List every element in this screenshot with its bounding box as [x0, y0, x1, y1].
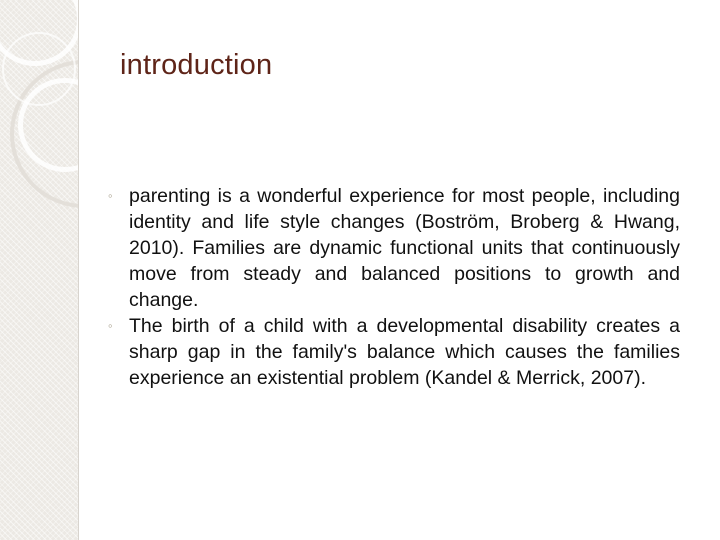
hollow-bullet-icon: ◦ — [108, 188, 113, 203]
hollow-bullet-icon: ◦ — [108, 318, 113, 333]
bullet-item — [106, 313, 680, 391]
decorative-side-panel — [0, 0, 79, 540]
bullet-text: parenting is a wonderful experience for most people, including identity and life style changes (Boström, Broberg & Hwang, 2010). Families are dynamic functional units that continuously move from steady and balanced positions to growth and change. — [129, 185, 680, 311]
bullet-text: The birth of a child with a developmental disability creates a sharp gap in the family's balance which causes the families experience an existential problem (Kandel & Merrick, 2007). — [129, 315, 680, 389]
slide-title: introduction — [120, 49, 273, 81]
bullet-item — [106, 183, 680, 313]
bullet-list — [106, 183, 680, 391]
